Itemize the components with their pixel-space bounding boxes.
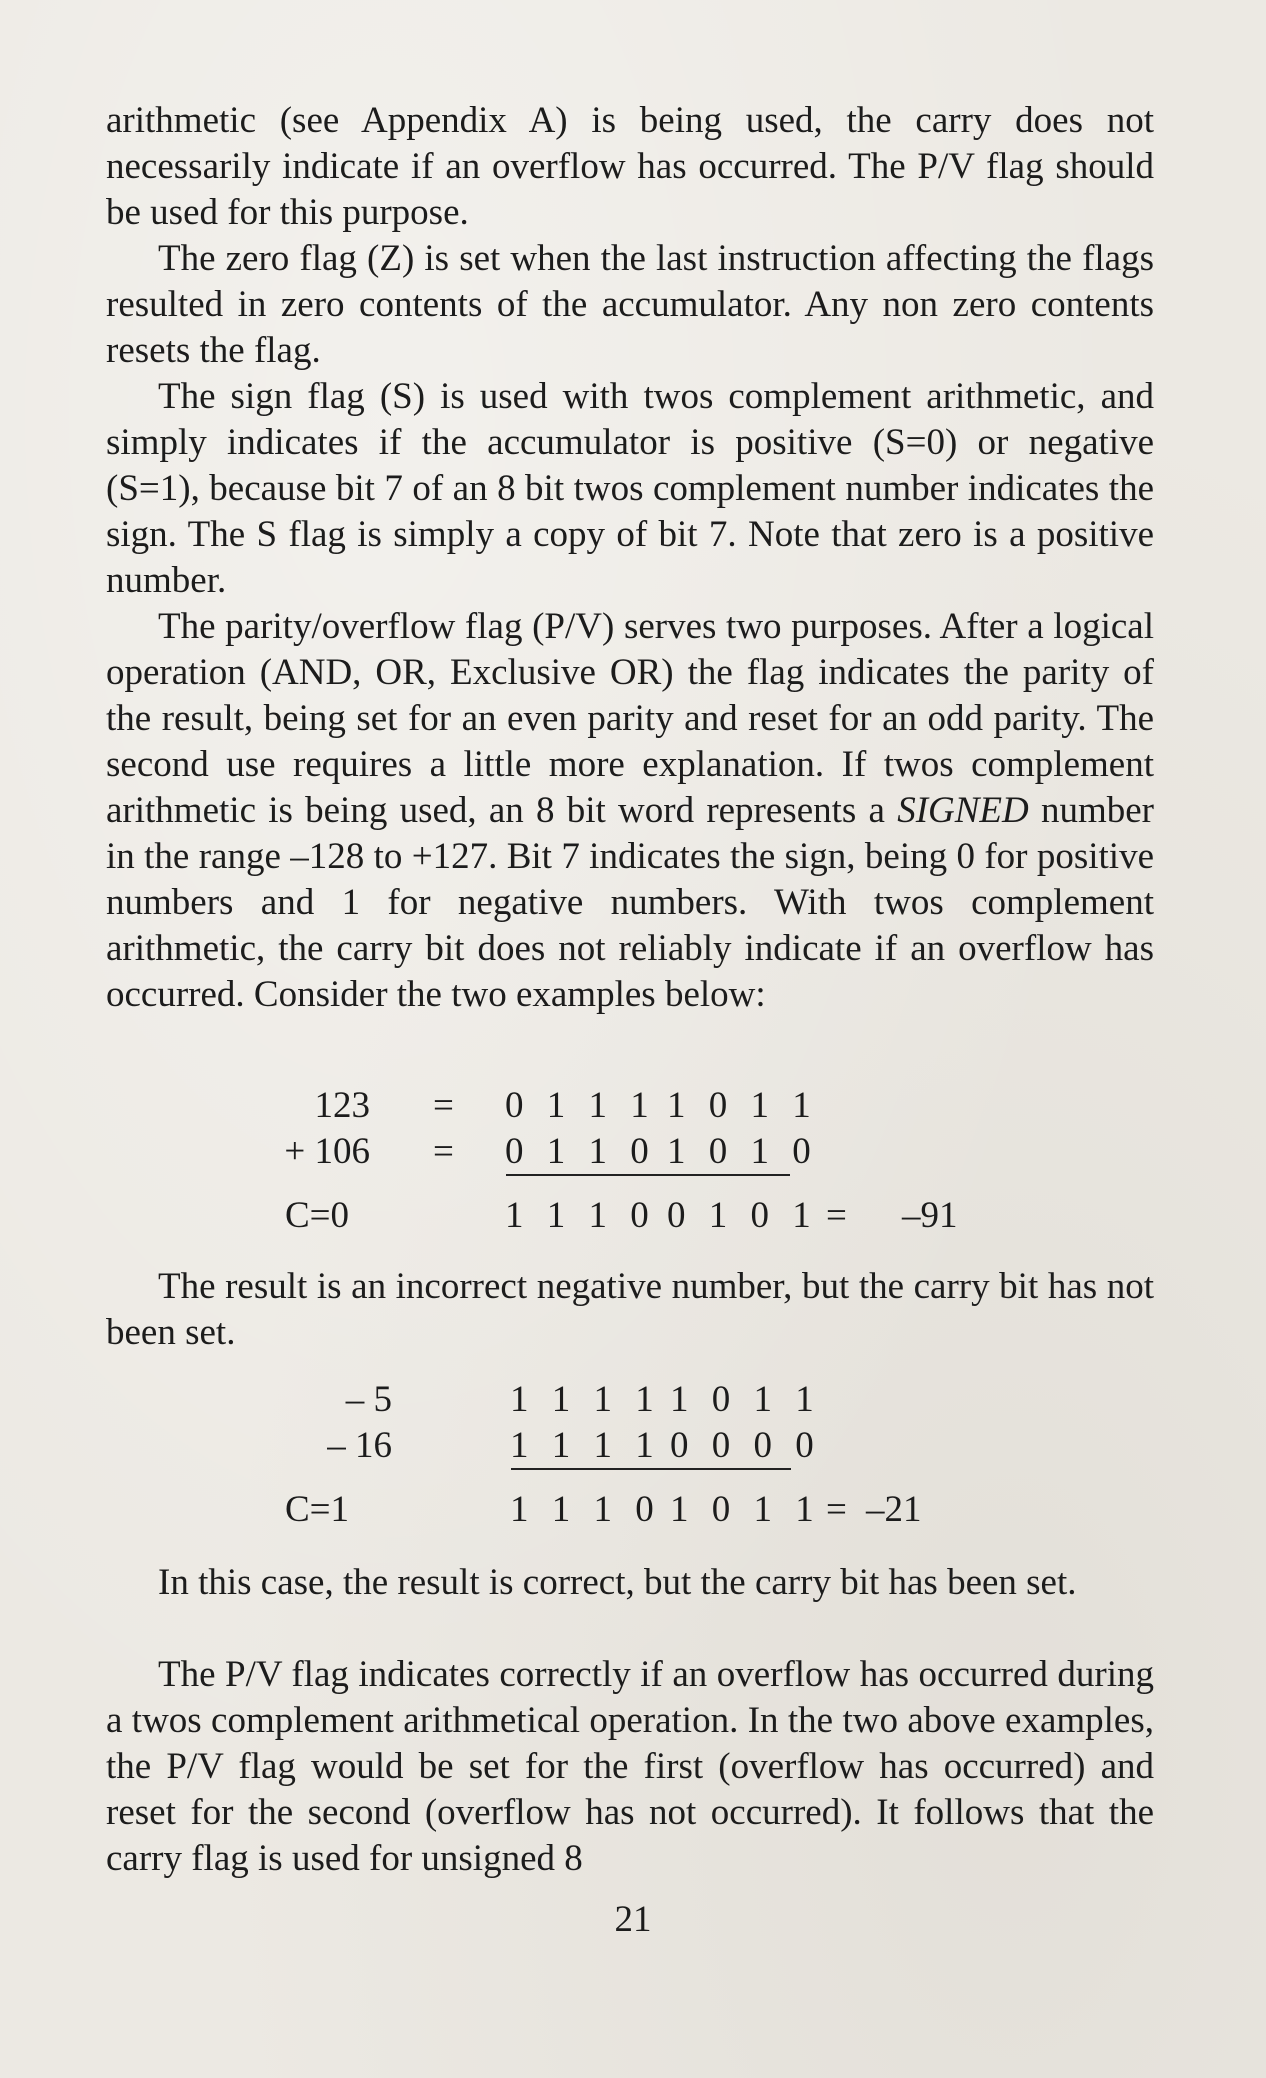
example-2-result [0,1488,1266,1532]
sum-underline [511,1468,791,1470]
example-1-operand-2 [0,1130,1266,1174]
paragraph-sign-flag: The sign flag (S) is used with twos complement arithmetic, and simply indicates if the accumulator is positive (S=0) or negative (S=1), because bit 7 of an 8 bit twos complement number indicates the sign. The S flag is simply a copy of bit 7. Note that zero is a positive number. [106,376,1154,601]
binary-low-nibble: 1 0 1 1 [670,1379,821,1420]
parity-text-part-1: The parity/overflow flag (P/V) serves two purposes. After a logical operation (AND, OR, Exclusive OR) the flag indicates the parity of the result, being set for an even parity and reset for an odd parity. The second use requires a little more explanation. If twos complement arithmetic is being used, an 8 bit word represents a [106,606,1154,831]
example-2-operand-2 [0,1424,1266,1468]
example-2-addition [0,1378,1266,1538]
paragraph-pv-flag-conclusion: The P/V flag indicates correctly if an overflow has occurred during a twos complement arithmetical operation. In the two above examples, the P/V flag would be set for the first (overflow has occurred) and reset for the second (overflow has not occurred). It follows that the carry flag is used for unsigned 8 [106,1654,1154,1879]
result-value: –91 [902,1195,958,1236]
binary-high-nibble: 0 1 1 1 [505,1085,656,1126]
equals-sign: = [433,1131,454,1172]
equals-sign: = [826,1489,847,1530]
decimal-value: – 16 [327,1425,392,1466]
example-1-operand-1 [0,1084,1266,1128]
example-2-operand-1 [0,1378,1266,1422]
example-1-addition [0,1084,1266,1244]
binary-low-nibble: 0 1 0 1 [667,1195,818,1236]
binary-low-nibble: 1 0 1 1 [667,1085,818,1126]
paragraph-zero-flag: The zero flag (Z) is set when the last instruction affecting the flags resulted in zero contents of the accumulator. Any non zero contents resets the flag. [106,238,1154,371]
paragraph-example-2-note: In this case, the result is correct, but the carry bit has been set. [158,1562,1077,1603]
equals-sign: = [826,1195,847,1236]
example-1-result [0,1194,1266,1238]
carry-label: C=1 [285,1489,350,1530]
decimal-value: 123 [314,1085,370,1126]
binary-low-nibble: 0 0 0 0 [670,1425,821,1466]
paragraph-carry-note: arithmetic (see Appendix A) is being used, the carry does not necessarily indicate if an overflow has occurred. The P/V flag should be used for this purpose. [106,100,1154,233]
carry-label: C=0 [285,1195,350,1236]
binary-high-nibble: 1 1 1 1 [510,1425,661,1466]
binary-high-nibble: 0 1 1 0 [505,1131,656,1172]
sum-underline [506,1174,790,1176]
parity-text-part-2: number in the range –128 to +127. Bit 7 indicates the sign, being 0 for positive numbers and 1 for negative numbers. With twos complement arithmetic, the carry bit does not reliably indicate if an overflow has occurred. Consider the two examples below: [106,790,1155,1015]
page-number: 21 [614,1899,652,1940]
binary-high-nibble: 1 1 1 0 [510,1489,661,1530]
binary-high-nibble: 1 1 1 0 [505,1195,656,1236]
decimal-value: + 106 [284,1131,370,1172]
binary-low-nibble: 1 0 1 1 [670,1489,821,1530]
decimal-value: – 5 [345,1379,392,1420]
equals-sign: = [433,1085,454,1126]
paragraph-example-1-note: The result is an incorrect negative number, but the carry bit has not been set. [106,1266,1154,1353]
binary-high-nibble: 1 1 1 1 [510,1379,661,1420]
binary-low-nibble: 1 0 1 0 [667,1131,818,1172]
result-value: –21 [866,1489,922,1530]
signed-emphasis: SIGNED [897,790,1029,831]
paragraph-parity-overflow-flag [106,604,1154,1018]
